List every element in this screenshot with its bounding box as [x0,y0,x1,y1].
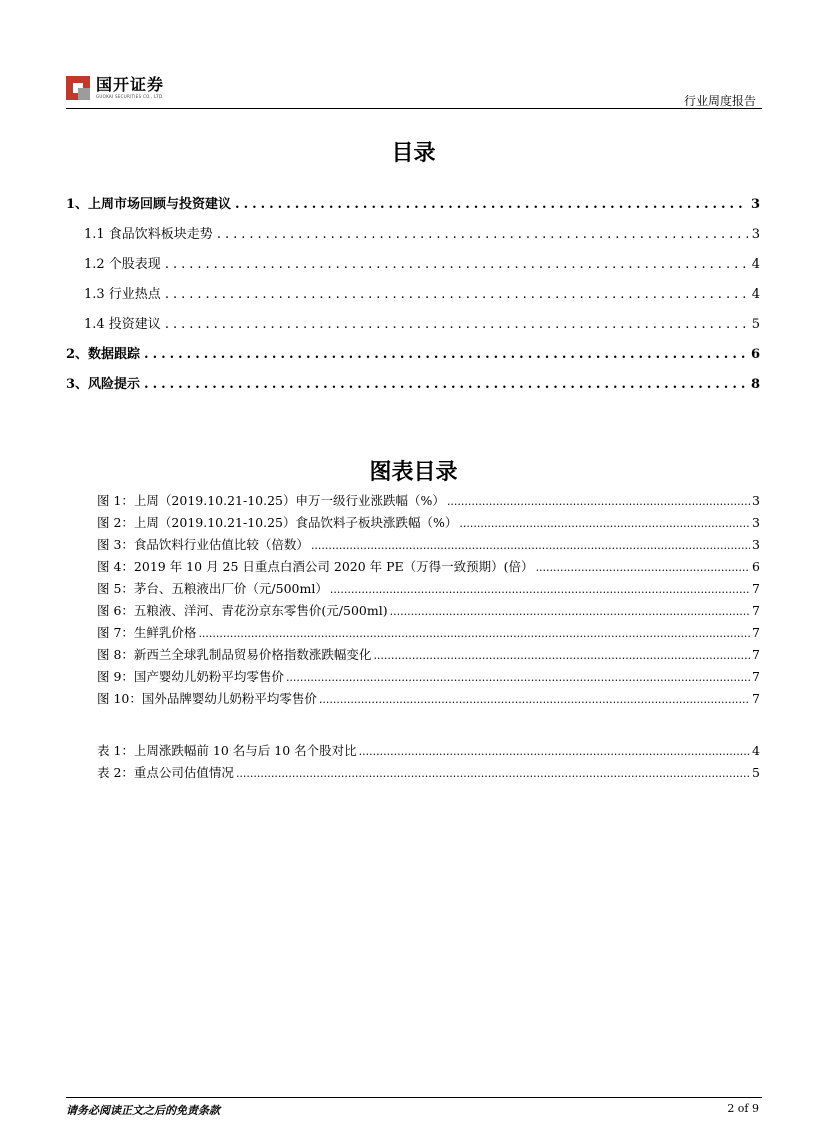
list-item[interactable] [97,535,760,557]
dot-leader [330,583,750,596]
list-item[interactable] [97,579,760,601]
page-header [66,72,762,108]
dot-leader [373,649,750,662]
figure-list-title: 图表目录 [369,459,458,485]
list-item[interactable] [97,741,760,763]
list-item[interactable] [97,491,760,513]
entry-page-number: 3 [752,537,760,552]
dot-leader [459,517,750,530]
entry-label: 图 10：国外品牌婴幼儿奶粉平均零售价 [97,691,317,706]
logo-icon [66,76,90,100]
entry-label: 图 4：2019 年 10 月 25 日重点白酒公司 2020 年 PE（万得一致预期）(倍） [97,559,534,574]
entry-label: 表 1：上周涨跌幅前 10 名与后 10 名个股对比 [97,743,357,758]
entry-label: 1.3 行业热点 [84,287,161,302]
dot-leader [319,693,750,706]
list-item[interactable] [97,601,760,623]
toc-list [66,193,760,403]
list-item[interactable] [97,513,760,535]
entry-page-number: 6 [750,347,760,362]
dot-leader [144,347,747,362]
dot-leader [447,495,750,508]
entry-page-number: 4 [751,287,760,302]
list-item[interactable] [97,645,760,667]
dot-leader [144,377,747,392]
entry-label: 1.1 食品饮料板块走势 [84,227,213,242]
company-logo [66,76,164,100]
list-item[interactable] [66,373,760,403]
entry-page-number: 3 [750,197,760,212]
entry-label: 表 2：重点公司估值情况 [97,765,234,780]
figure-list [97,491,760,711]
entry-page-number: 3 [752,515,760,530]
entry-label: 1.2 个股表现 [84,257,161,272]
entry-label: 图 2：上周（2019.10.21-10.25）食品饮料子板块涨跌幅（%） [97,515,458,530]
entry-page-number: 7 [752,581,760,596]
header-divider [66,108,762,109]
entry-label: 图 1：上周（2019.10.21-10.25）申万一级行业涨跌幅（%） [97,493,445,508]
dot-leader [311,539,750,552]
entry-page-number: 5 [752,765,760,780]
list-item[interactable] [97,557,760,579]
dot-leader [165,287,748,302]
dot-leader [359,745,750,758]
entry-page-number: 7 [752,603,760,618]
list-item[interactable] [66,223,760,253]
dot-leader [217,227,748,242]
dot-leader [198,627,750,640]
company-name-en: GUOKAI SECURITIES CO., LTD. [96,94,164,99]
dot-leader [165,317,748,332]
entry-page-number: 4 [752,743,760,758]
entry-page-number: 7 [752,669,760,684]
list-item[interactable] [66,343,760,373]
list-item[interactable] [66,253,760,283]
entry-label: 2、数据跟踪 [66,347,141,362]
entry-label: 图 3：食品饮料行业估值比较（倍数） [97,537,309,552]
entry-page-number: 6 [752,559,760,574]
footer-divider [66,1097,762,1098]
entry-label: 图 6：五粮液、洋河、青花汾京东零售价(元/500ml) [97,603,388,618]
list-item[interactable] [97,763,760,785]
dot-leader [286,671,750,684]
entry-page-number: 7 [752,691,760,706]
entry-label: 图 7：生鲜乳价格 [97,625,197,640]
entry-page-number: 7 [752,625,760,640]
dot-leader [536,561,750,574]
table-list [97,741,760,785]
entry-page-number: 7 [752,647,760,662]
toc-title: 目录 [391,140,436,166]
list-item[interactable] [66,283,760,313]
entry-label: 图 9：国产婴幼儿奶粉平均零售价 [97,669,284,684]
entry-page-number: 3 [752,493,760,508]
entry-page-number: 8 [750,377,760,392]
list-item[interactable] [66,313,760,343]
entry-label: 1.4 投资建议 [84,317,161,332]
entry-page-number: 5 [751,317,760,332]
dot-leader [165,257,748,272]
list-item[interactable] [97,667,760,689]
dot-leader [235,197,747,212]
entry-page-number: 3 [751,227,760,242]
page-indicator: 2 of 9 [727,1102,759,1115]
dot-leader [390,605,750,618]
entry-label: 图 8：新西兰全球乳制品贸易价格指数涨跌幅变化 [97,647,372,662]
list-item[interactable] [66,193,760,223]
list-item[interactable] [97,623,760,645]
company-name: 国开证券 [96,75,165,94]
entry-page-number: 4 [751,257,760,272]
report-type: 行业周度报告 [683,94,756,108]
entry-label: 3、风险提示 [66,377,141,392]
entry-label: 图 5：茅台、五粮液出厂价（元/500ml） [97,581,328,596]
disclaimer-note: 请务必阅读正文之后的免责条款 [66,1104,220,1117]
dot-leader [236,767,750,780]
list-item[interactable] [97,689,760,711]
entry-label: 1、上周市场回顾与投资建议 [66,197,232,212]
